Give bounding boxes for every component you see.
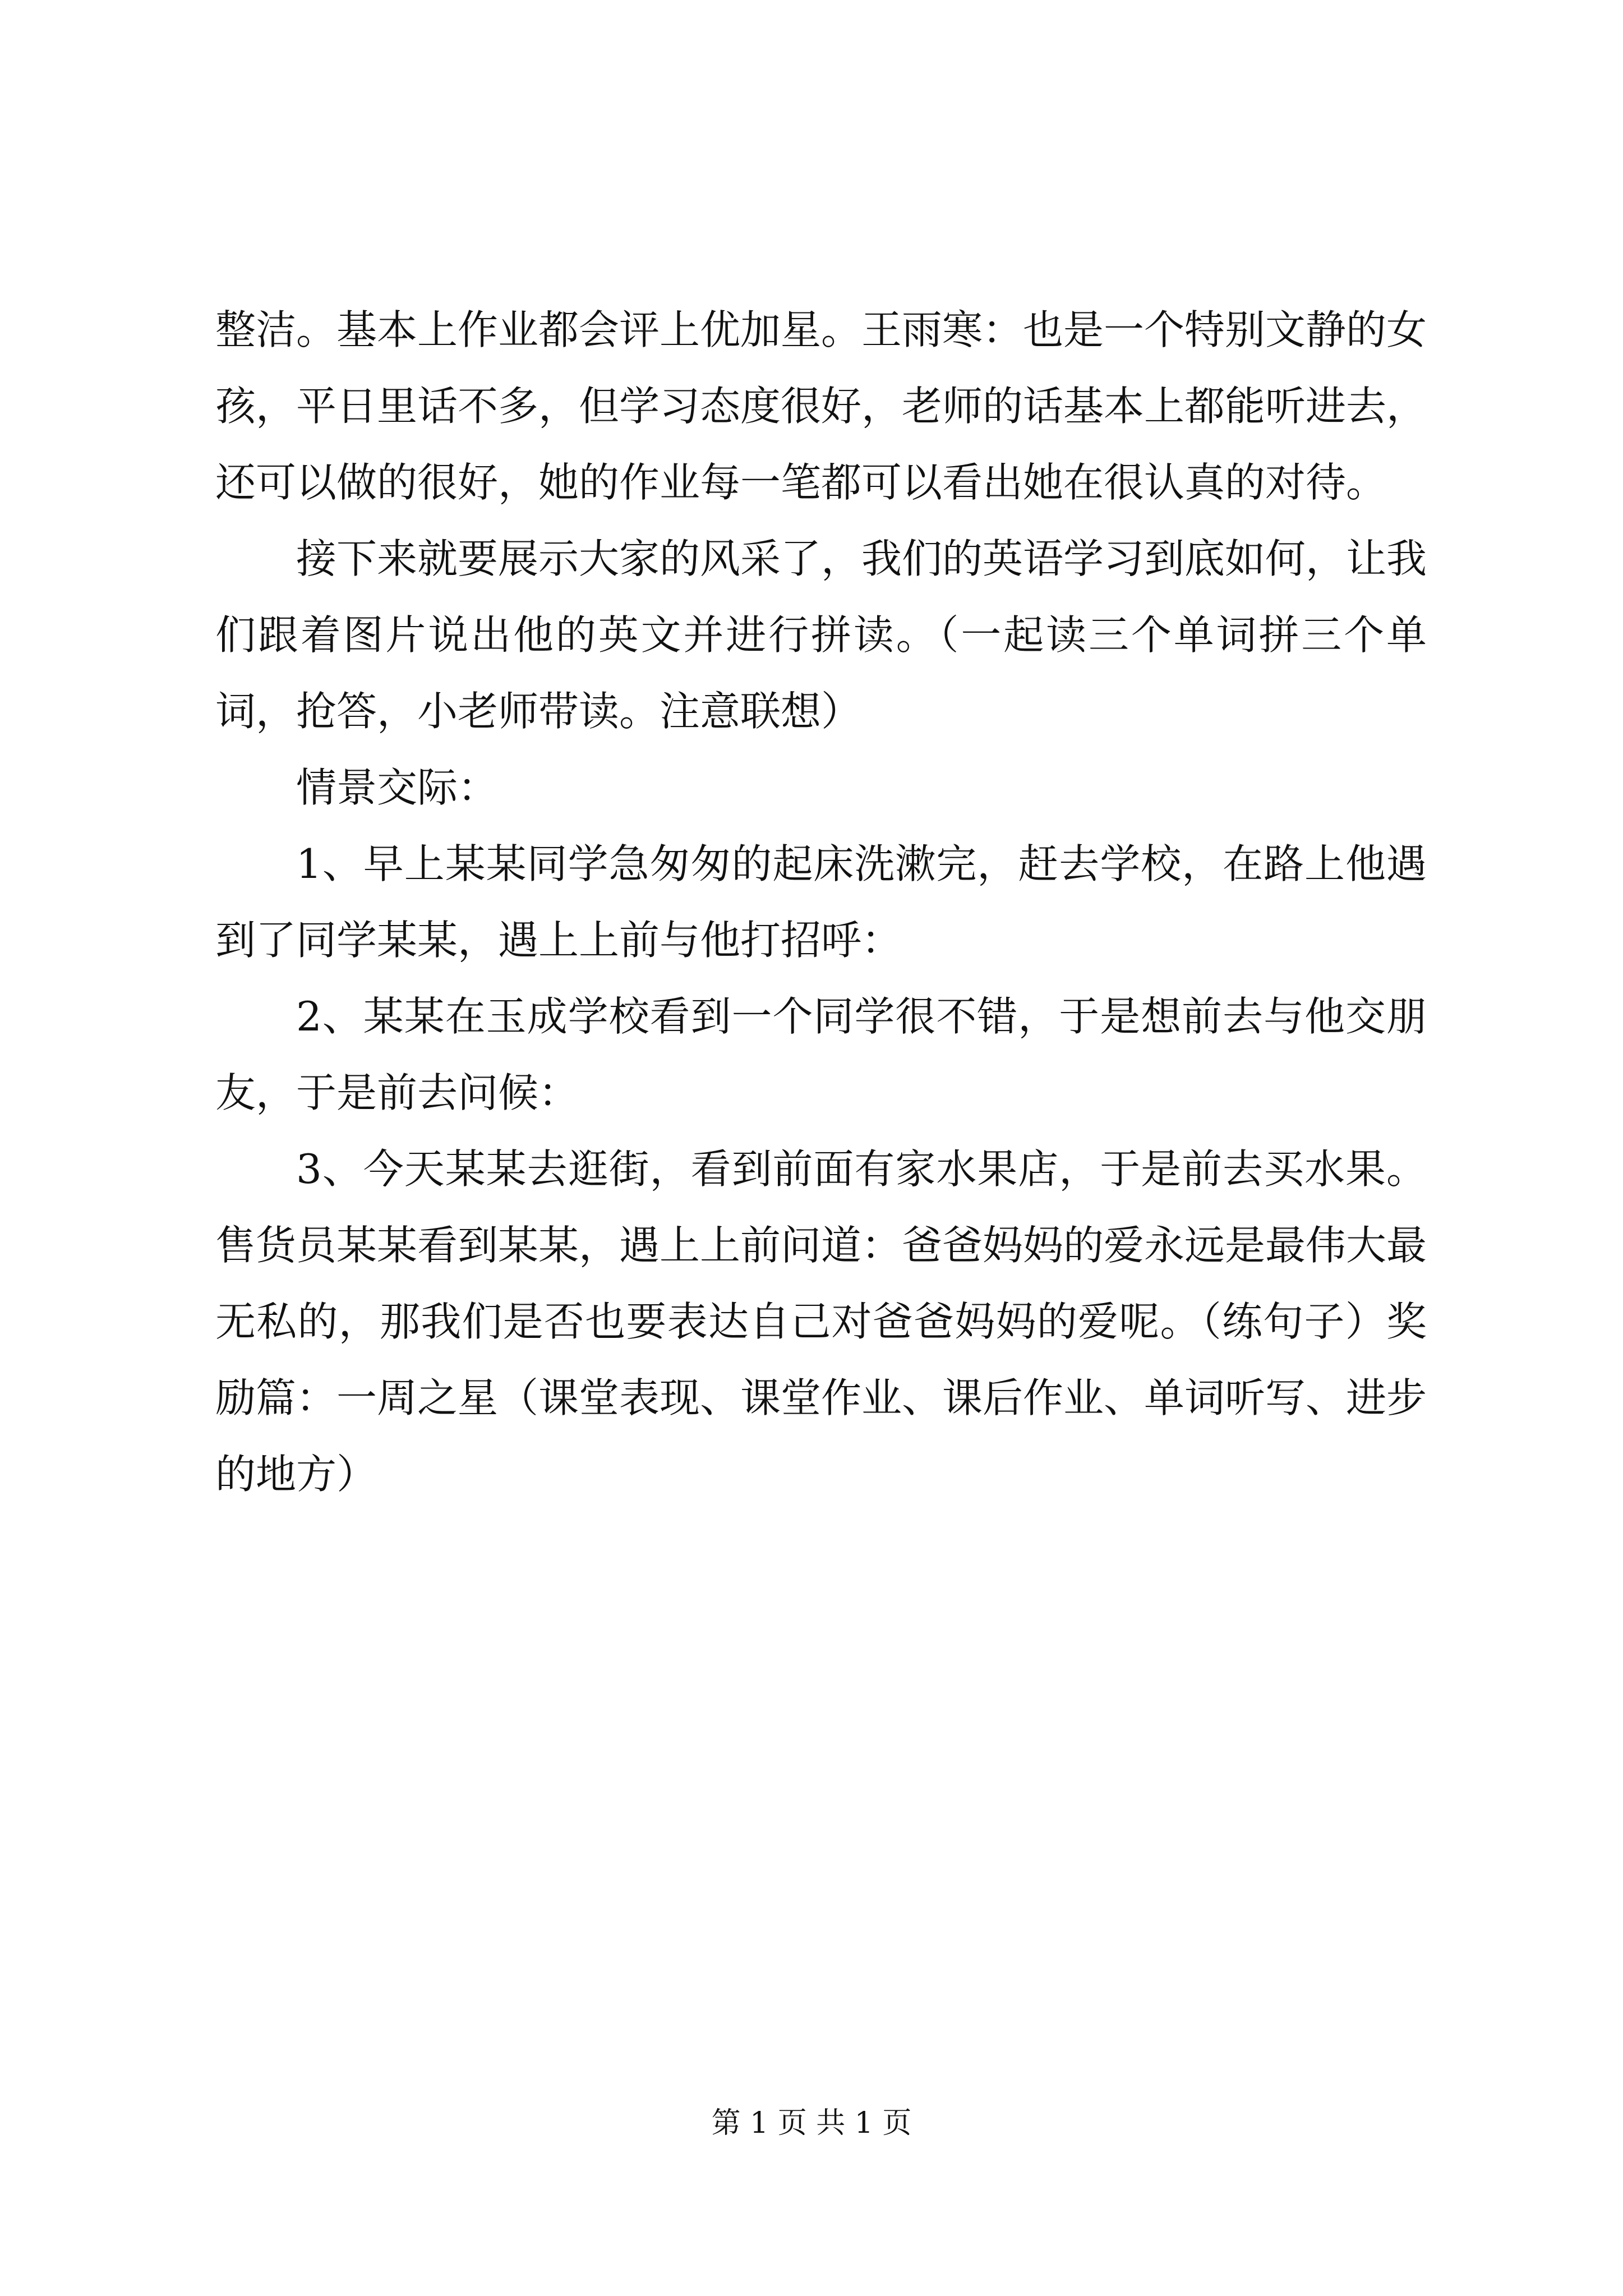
paragraph-scenario-2: 2、某某在玉成学校看到一个同学很不错，于是想前去与他交朋友，于是前去问候： <box>215 993 1427 1116</box>
paragraph-scenario-1: 1、早上某某同学急匆匆的起床洗漱完，赶去学校，在路上他遇到了同学某某，遇上上前与他打招呼： <box>215 840 1427 964</box>
page-number-footer: 第 1 页 共 1 页 <box>711 2106 912 2140</box>
paragraph-scenario-heading: 情景交际： <box>296 764 499 811</box>
paragraph-scenario-3: 3、今天某某去逛街，看到前面有家水果店，于是前去买水果。售货员某某看到某某，遇上上前问道：爸爸妈妈的爱永远是最伟大最无私的，那我们是否也要表达自己对爸爸妈妈的爱呢。（练句子）奖励篇：一周之星（课堂表现、课堂作业、课后作业、单词听写、进步的地方） <box>215 1145 1427 1498</box>
document-body <box>215 292 1427 1512</box>
paragraph-english-showcase: 接下来就要展示大家的风采了，我们的英语学习到底如何，让我们跟着图片说出他的英文并进行拼读。（一起读三个单词拼三个单词，抢答，小老师带读。注意联想） <box>215 535 1427 735</box>
paragraph-continuation: 整洁。基本上作业都会评上优加星。王雨寒：也是一个特别文静的女孩，平日里话不多，但学习态度很好，老师的话基本上都能听进去，还可以做的很好，她的作业每一笔都可以看出她在很认真的对待。 <box>215 306 1427 506</box>
